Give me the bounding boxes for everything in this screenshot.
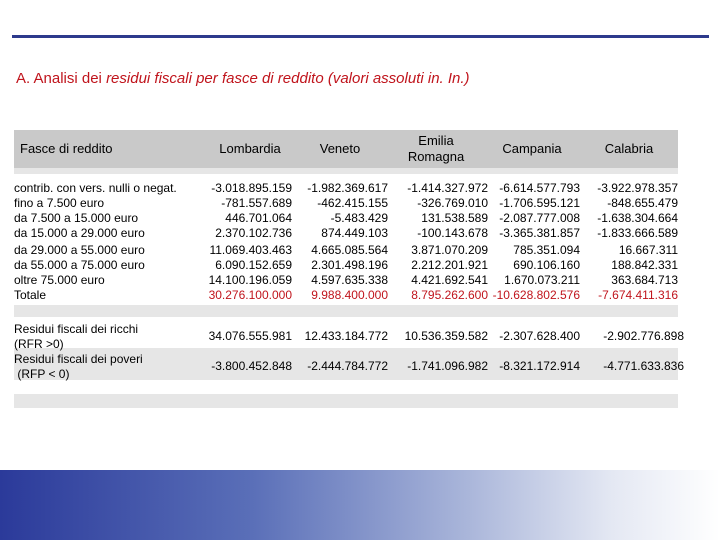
residui-cell: -1.741.096.982 bbox=[407, 359, 488, 373]
table-cell: 4.421.692.541 bbox=[411, 273, 488, 287]
table-cell: -6.614.577.793 bbox=[499, 181, 580, 195]
total-cell: 8.795.262.600 bbox=[411, 288, 488, 302]
header-col-3: Campania bbox=[502, 141, 562, 157]
table-cell: -5.483.429 bbox=[330, 211, 388, 225]
table-cell: -3.922.978.357 bbox=[597, 181, 678, 195]
table-cell: -781.557.689 bbox=[221, 196, 292, 210]
residui-cell: -2.307.628.400 bbox=[499, 329, 580, 343]
table-cell: -1.414.327.972 bbox=[407, 181, 488, 195]
row-label: fino a 7.500 euro bbox=[14, 196, 105, 210]
table-cell: 2.301.498.196 bbox=[311, 258, 388, 272]
row-label: da 55.000 a 75.000 euro bbox=[14, 258, 145, 272]
table-cell: 16.667.311 bbox=[618, 243, 678, 257]
table-cell: -3.018.895.159 bbox=[211, 181, 292, 195]
bottom-band bbox=[14, 394, 678, 408]
title-italic: residui fiscali per fasce di reddito (valori assoluti in. In.) bbox=[106, 70, 470, 87]
table-cell: 14.100.196.059 bbox=[208, 273, 292, 287]
total-cell: -7.674.411.316 bbox=[598, 288, 678, 302]
table-cell: 1.670.073.211 bbox=[504, 273, 580, 287]
total-cell: 9.988.400.000 bbox=[311, 288, 388, 302]
residui-cell: -3.800.452.848 bbox=[211, 359, 292, 373]
total-cell: -10.628.802.576 bbox=[492, 288, 580, 302]
table-cell: -100.143.678 bbox=[417, 226, 488, 240]
total-cell: 30.276.100.000 bbox=[208, 288, 292, 302]
residui-cell: 12.433.184.772 bbox=[304, 329, 388, 343]
title-prefix: A. Analisi dei bbox=[16, 70, 107, 87]
row-label: da 15.000 a 29.000 euro bbox=[14, 226, 145, 240]
table-cell: 363.684.713 bbox=[611, 273, 678, 287]
table-cell: -1.706.595.121 bbox=[499, 196, 580, 210]
table-cell: 131.538.589 bbox=[421, 211, 488, 225]
table-cell: 3.871.070.209 bbox=[411, 243, 488, 257]
row-label: da 7.500 a 15.000 euro bbox=[14, 211, 139, 225]
header-col-4: Calabria bbox=[604, 141, 654, 157]
residui-cell: 34.076.555.981 bbox=[208, 329, 292, 343]
row-label: da 29.000 a 55.000 euro bbox=[14, 243, 145, 257]
table-cell: -1.833.666.589 bbox=[597, 226, 678, 240]
table-header bbox=[14, 130, 678, 168]
footer-gradient-band bbox=[0, 470, 720, 540]
table-cell: -462.415.155 bbox=[317, 196, 388, 210]
row-label: contrib. con vers. nulli o negat. bbox=[14, 181, 177, 195]
table-cell: 785.351.094 bbox=[513, 243, 580, 257]
header-col-1: Veneto bbox=[319, 141, 361, 157]
table-cell: 11.069.403.463 bbox=[209, 243, 292, 257]
residui-cell: -2.444.784.772 bbox=[307, 359, 388, 373]
residui-cell: -8.321.172.914 bbox=[499, 359, 580, 373]
residui-cell: -2.902.776.898 bbox=[603, 329, 684, 343]
table-cell: 2.212.201.921 bbox=[411, 258, 488, 272]
table-cell: 690.106.160 bbox=[513, 258, 580, 272]
table-cell: -3.365.381.857 bbox=[499, 226, 580, 240]
table-cell: -848.655.479 bbox=[607, 196, 678, 210]
header-separator-band bbox=[14, 168, 678, 174]
row-label: Totale bbox=[14, 288, 47, 302]
top-rule bbox=[12, 35, 709, 38]
table-cell: -1.982.369.617 bbox=[307, 181, 388, 195]
table-cell: 6.090.152.659 bbox=[215, 258, 292, 272]
table-cell: 4.665.085.564 bbox=[311, 243, 388, 257]
table-cell: -1.638.304.664 bbox=[597, 211, 678, 225]
residui-cell: -4.771.633.836 bbox=[603, 359, 684, 373]
table-cell: 2.370.102.736 bbox=[215, 226, 292, 240]
table-cell: 874.449.103 bbox=[321, 226, 388, 240]
table-cell: 188.842.331 bbox=[611, 258, 678, 272]
table-cell: -326.769.010 bbox=[417, 196, 488, 210]
slide-title bbox=[16, 70, 470, 87]
table-cell: -2.087.777.008 bbox=[499, 211, 580, 225]
header-col-0: Lombardia bbox=[219, 141, 281, 157]
row-label: oltre 75.000 euro bbox=[14, 273, 105, 287]
table-cell: 4.597.635.338 bbox=[311, 273, 388, 287]
residui-cell: 10.536.359.582 bbox=[404, 329, 488, 343]
residui-label: Residui fiscali dei ricchi (RFR >0) bbox=[14, 322, 139, 351]
section-separator-band bbox=[14, 305, 678, 317]
residui-label: Residui fiscali dei poveri (RFP < 0) bbox=[14, 352, 143, 381]
header-col-2: Emilia Romagna bbox=[407, 133, 465, 164]
header-fasce: Fasce di reddito bbox=[20, 141, 113, 157]
table-cell: 446.701.064 bbox=[225, 211, 292, 225]
